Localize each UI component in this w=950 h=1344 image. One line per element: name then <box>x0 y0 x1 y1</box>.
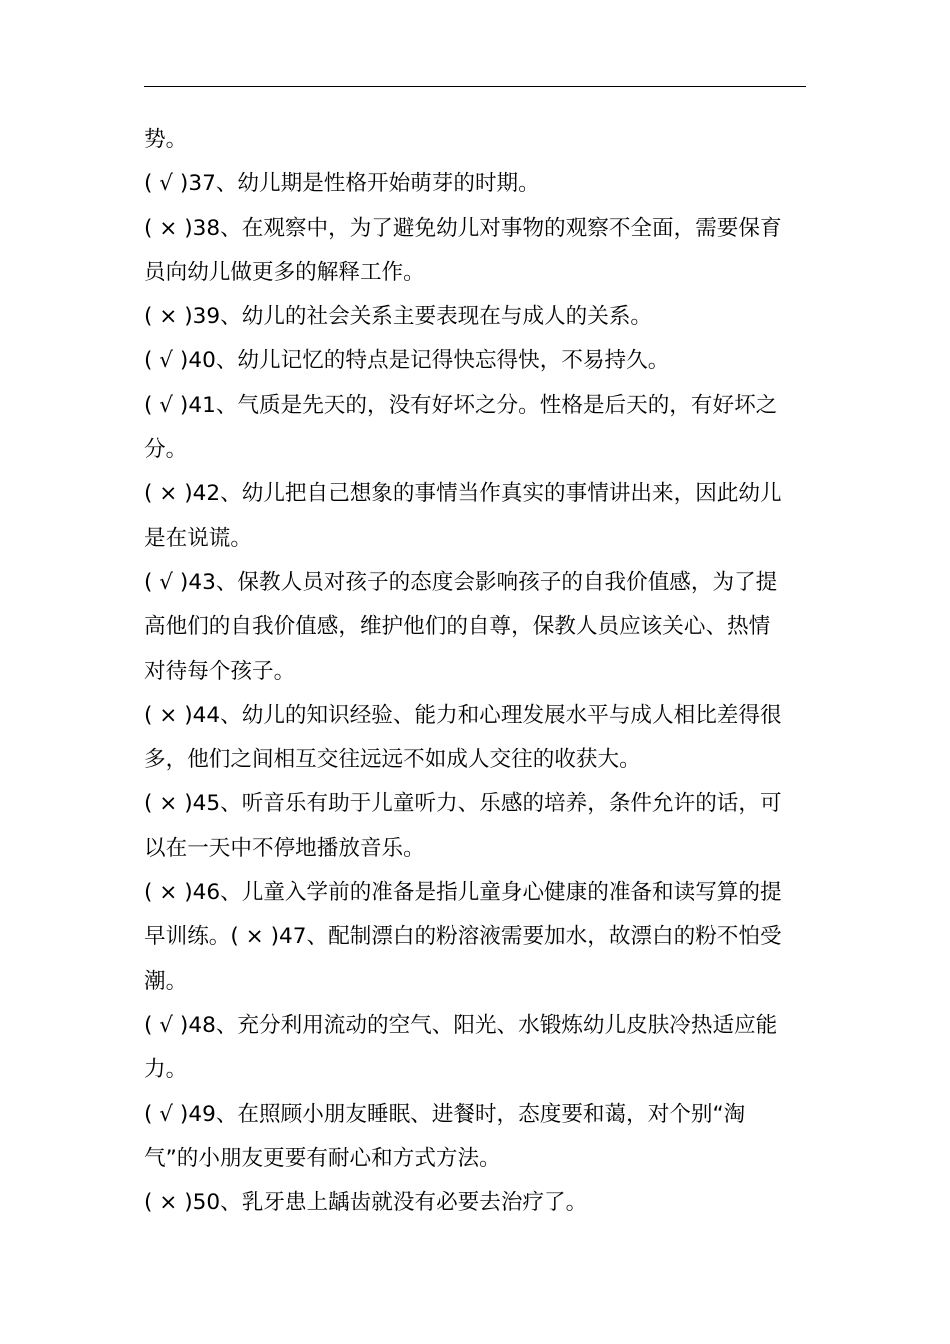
text-line: ( × )45、听音乐有助于儿童听力、乐感的培养，条件允许的话，可 <box>144 791 782 817</box>
text-line: ( × )39、幼儿的社会关系主要表现在与成人的关系。 <box>144 304 653 330</box>
text-line: ( √ )43、保教人员对孩子的态度会影响孩子的自我价值感，为了提 <box>144 569 778 595</box>
text-line: 对待每个孩子。 <box>144 658 296 684</box>
text-line: ( × )46、儿童入学前的准备是指儿童身心健康的准备和读写算的提 <box>144 880 782 906</box>
text-line: 分。 <box>144 437 188 463</box>
text-line: ( √ )48、充分利用流动的空气、阳光、水锻炼幼儿皮肤冷热适应能 <box>144 1012 778 1038</box>
text-line: ( × )42、幼儿把自己想象的事情当作真实的事情讲出来，因此幼儿 <box>144 481 782 507</box>
text-line: 多，他们之间相互交往远远不如成人交往的收获大。 <box>144 747 641 773</box>
text-line: 是在说谎。 <box>144 525 252 551</box>
text-line: ( √ )37、幼儿期是性格开始萌芽的时期。 <box>144 171 540 197</box>
text-line: ( √ )40、幼儿记忆的特点是记得快忘得快，不易持久。 <box>144 348 670 374</box>
text-line: 势。 <box>144 127 188 152</box>
text-line: 早训练。( × )47、配制漂白的粉溶液需要加水，故漂白的粉不怕受 <box>144 924 782 950</box>
text-line: 气”的小朋友更要有耐心和方式方法。 <box>144 1145 501 1171</box>
text-line: 以在一天中不停地播放音乐。 <box>144 835 425 861</box>
text-line: ( × )38、在观察中，为了避免幼儿对事物的观察不全面，需要保育 <box>144 215 782 241</box>
text-line: 力。 <box>144 1057 188 1083</box>
text-line: 潮。 <box>144 968 188 994</box>
text-line: 高他们的自我价值感，维护他们的自尊，保教人员应该关心、热情 <box>144 614 771 640</box>
text-line: ( √ )49、在照顾小朋友睡眠、进餐时，态度要和蔼，对个别“淘 <box>144 1101 746 1127</box>
header-rule <box>144 86 806 87</box>
text-line: 员向幼儿做更多的解释工作。 <box>144 259 425 285</box>
text-line: ( × )44、幼儿的知识经验、能力和心理发展水平与成人相比差得很 <box>144 702 782 728</box>
text-line: ( × )50、乳牙患上龋齿就没有必要去治疗了。 <box>144 1190 588 1216</box>
text-line: ( √ )41、气质是先天的，没有好坏之分。性格是后天的，有好坏之 <box>144 392 778 418</box>
document-body <box>144 118 808 1225</box>
